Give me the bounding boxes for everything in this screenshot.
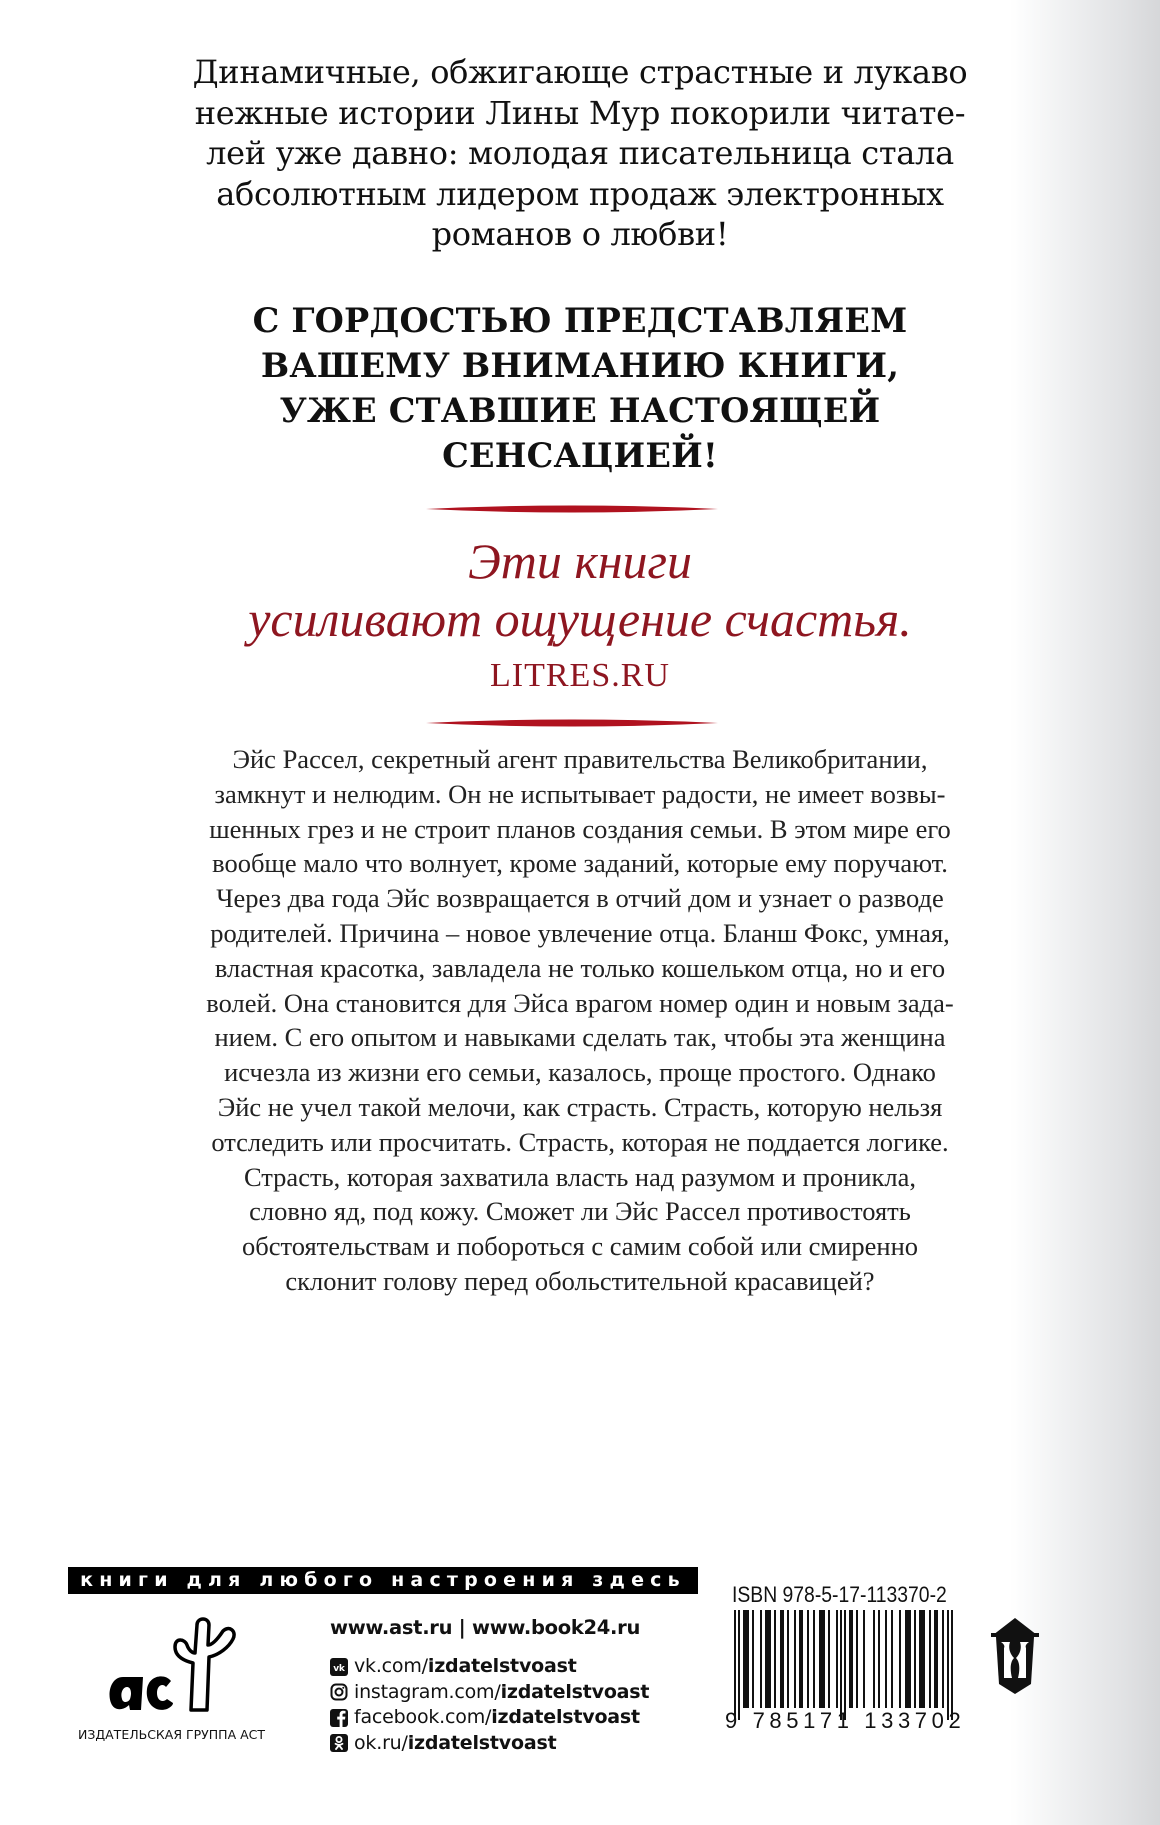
synopsis-line: шенных грез и не строит планов создания семьи. В этом мире его: [209, 813, 951, 844]
intro-line: абсолютным лидером продаж электронных: [216, 174, 944, 213]
facebook-icon: [330, 1709, 348, 1727]
intro-line: нежные истории Лины Мур покорили читате-: [194, 93, 966, 132]
headline-line: УЖЕ СТАВШИЕ НАСТОЯЩЕЙ: [279, 391, 881, 430]
headline: [90, 298, 1070, 478]
odnoklassniki-icon: [330, 1734, 348, 1752]
synopsis-line: властная красотка, завладела не только кошельком отца, но и его: [214, 952, 946, 983]
svg-text:vk: vk: [333, 1663, 345, 1674]
instagram-icon: [330, 1683, 348, 1701]
social-handle: izdatelstvoast: [500, 1680, 650, 1703]
synopsis-line: родителей. Причина – новое увлечение отца. Бланш Фокс, умная,: [210, 917, 950, 948]
synopsis-line: исчезла из жизни его семьи, казалось, проще простого. Однако: [224, 1057, 936, 1088]
barcode-right-group: 133702: [864, 1708, 966, 1733]
synopsis-line: словно яд, под кожу. Сможет ли Эйс Рассел противостоять: [249, 1196, 911, 1227]
social-prefix: vk.com/: [354, 1655, 428, 1677]
synopsis-line: Страсть, которая захватила власть над разумом и проникла,: [243, 1161, 917, 1192]
press-quote: [90, 532, 1070, 648]
social-handle: izdatelstvoast: [491, 1706, 640, 1728]
social-prefix: instagram.com/: [354, 1680, 501, 1703]
social-handle: izdatelstvoast: [407, 1731, 557, 1754]
synopsis-line: замкнут и нелюдим. Он не испытывает радости, не имеет возвы-: [214, 778, 946, 809]
synopsis-line: Эйс не учел такой мелочи, как страсть. Страсть, которую нельзя: [217, 1091, 943, 1122]
synopsis-line: склонит голову перед обольстительной красавицей?: [285, 1265, 875, 1296]
tagline-banner: книги для любого настроения здесь: [68, 1567, 698, 1594]
intro-line: романов о любви!: [431, 215, 729, 253]
intro-paragraph: [90, 52, 1070, 255]
social-handle: izdatelstvoast: [427, 1655, 577, 1677]
quote-line: Эти книги: [467, 533, 693, 589]
social-prefix: facebook.com/: [354, 1706, 492, 1728]
intro-line: лей уже давно: молодая писательница стала: [206, 134, 954, 172]
synopsis-line: вообще мало что волнует, кроме заданий, которые ему поручают.: [212, 848, 948, 879]
synopsis-line: нием. С его опытом и навыками сделать так, чтобы эта женщина: [214, 1022, 946, 1053]
barcode-icon: [733, 1610, 969, 1720]
ast-logo-icon: [105, 1615, 265, 1715]
synopsis-line: Эйс Рассел, секретный агент правительства Великобритании,: [232, 744, 928, 774]
intro-line: Динамичные, обжигающе страстные и лукаво: [192, 53, 968, 91]
headline-line: С ГОРДОСТЬЮ ПРЕДСТАВЛЯЕМ: [252, 301, 908, 340]
headline-line: СЕНСАЦИЕЙ!: [442, 436, 718, 475]
social-link-instagram[interactable]: [330, 1680, 649, 1706]
publisher-caption: ИЗДАТЕЛЬСКАЯ ГРУППА АСТ: [78, 1727, 266, 1742]
divider-top: [426, 503, 718, 515]
synopsis-line: Через два года Эйс возвращается в отчий дом и узнает о разводе: [216, 883, 944, 914]
synopsis-line: отследить или просчитать. Страсть, которая не поддается логике.: [211, 1126, 949, 1157]
quote-line: усиливают ощущение счастья.: [248, 591, 912, 647]
isbn-label: ISBN 978-5-17-113370-2: [732, 1582, 947, 1607]
publisher-websites[interactable]: www.ast.ru | www.book24.ru: [330, 1616, 641, 1639]
social-link-facebook[interactable]: [330, 1705, 649, 1731]
quote-source: LITRES.RU: [490, 657, 670, 694]
vk-icon: [330, 1658, 348, 1676]
social-link-vk[interactable]: [330, 1654, 649, 1680]
synopsis: [90, 742, 1070, 1299]
barcode-left-group: 785171: [752, 1708, 854, 1733]
synopsis-line: волей. Она становится для Эйса врагом номер один и новым зада-: [206, 987, 954, 1018]
social-prefix: ok.ru/: [354, 1731, 408, 1754]
synopsis-line: обстоятельствам и побороться с самим собой или смиренно: [241, 1231, 919, 1262]
barcode-digits: [725, 1708, 970, 1734]
barcode-first-digit: 9: [725, 1708, 742, 1733]
lantern-icon: [990, 1618, 1040, 1696]
divider-bottom: [426, 717, 718, 729]
headline-line: ВАШЕМУ ВНИМАНИЮ КНИГИ,: [260, 346, 900, 385]
social-links: [330, 1654, 649, 1756]
social-link-odnoklassniki[interactable]: [330, 1731, 649, 1757]
